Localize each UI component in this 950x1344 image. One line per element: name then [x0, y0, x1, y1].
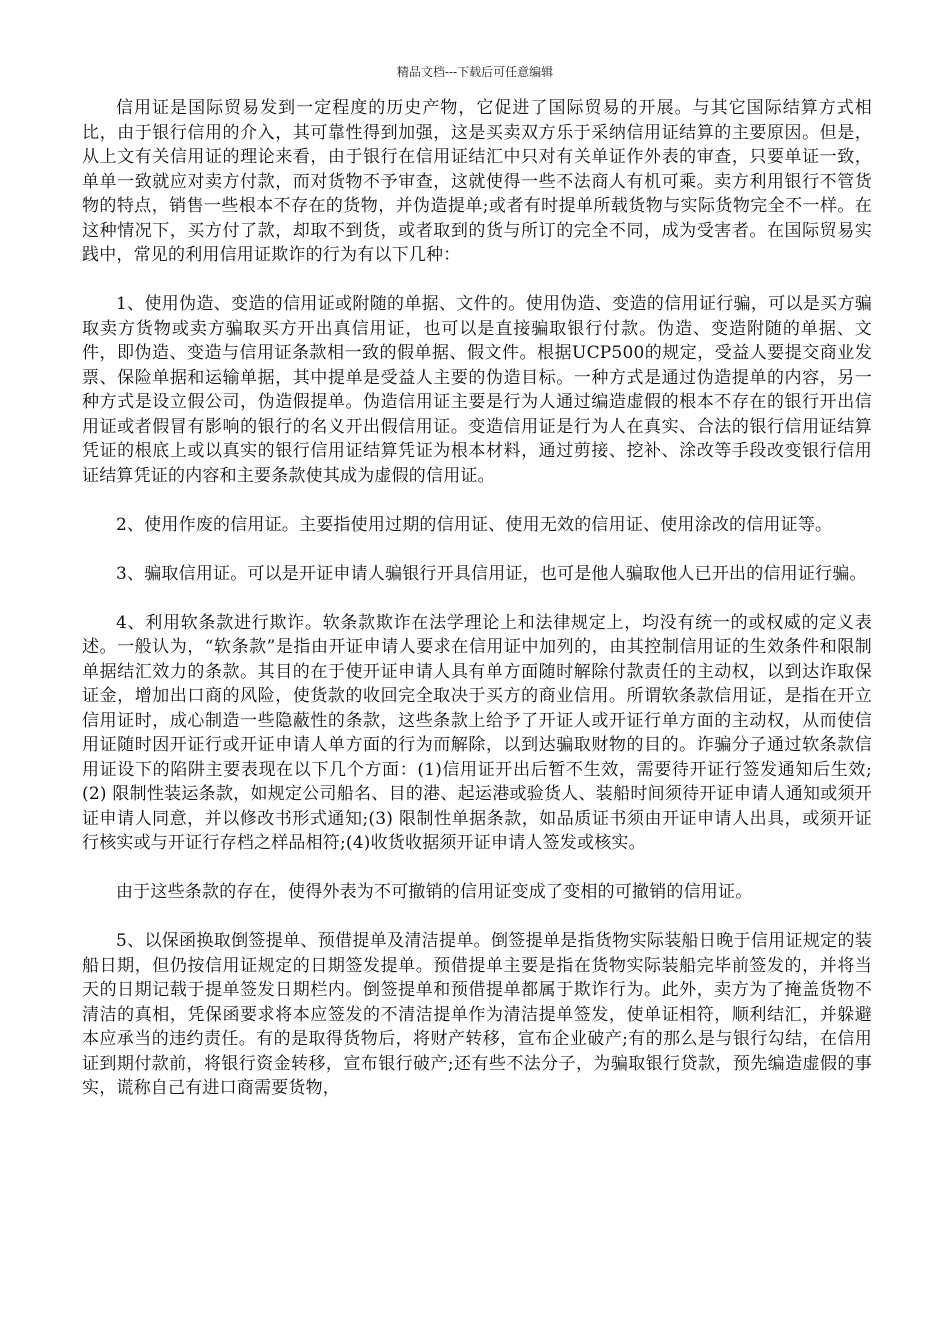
paragraph-item-3: 3、骗取信用证。可以是开证申请人骗银行开具信用证，也可是他人骗取他人已开出的信用证行骗。 [116, 563, 867, 584]
paragraph-note: 由于这些条款的存在，使得外表为不可撤销的信用证变成了变相的可撤销的信用证。 [116, 882, 753, 902]
paragraph-intro: 信用证是国际贸易发到一定程度的历史产物，它促进了国际贸易的开展。与其它国际结算方式相比，由于银行信用的介入，其可靠性得到加强，这是买卖双方乐于采纳信用证结算的主要原因。但是，从上文有关信用证的理论来看，由于银行在信用证结汇中只对有关单证作外表的审查，只要单证一致，单单一致就应对卖方付款，而对货物不予审查，这就使得一些不法商人有机可乘。卖方利用银行不管货物的特点，销售一些根本不存在的货物，并伪造提单;或者有时提单所载货物与实际货物完全不一样。在这种情况下，买方付了款，却取不到货，或者取到的货与所订的完全不同，成为受害者。在国际贸易实践中，常见的利用信用证欺诈的行为有以下几种： [82, 98, 872, 265]
paragraph-item-5: 5、以保函换取倒签提单、预借提单及清洁提单。倒签提单是指货物实际装船日晚于信用证规定的装船日期，但仍按信用证规定的日期签发提单。预借提单主要是指在货物实际装船完毕前签发的，并将当天的日期记载于提单签发日期栏内。倒签提单和预借提单都属于欺诈行为。此外，卖方为了掩盖货物不清洁的真相，凭保函要求将本应签发的不清洁提单作为清洁提单签发，使单证相符，顺利结汇，并躲避本应承当的违约责任。有的是取得货物后，将财产转移，宣布企业破产;有的那么是与银行勾结，在信用证到期付款前，将银行资金转移，宣布银行破产;还有些不法分子，为骗取银行贷款，预先编造虚假的事实，谎称自己有进口商需要货物， [82, 931, 872, 1098]
paragraph-item-1: 1、使用伪造、变造的信用证或附随的单据、文件的。使用伪造、变造的信用证行骗，可以是买方骗取卖方货物或卖方骗取买方开出真信用证，也可以是直接骗取银行付款。伪造、变造附随的单据、文件，即伪造、变造与信用证条款相一致的假单据、假文件。根据UCP500的规定，受益人要提交商业发票、保险单据和运输单据，其中提单是受益人主要的伪造目标。一种方式是通过伪造提单的内容，另一种方式是设立假公司，伪造假提单。伪造信用证主要是行为人通过编造虚假的根本不存在的银行开出信用证或者假冒有影响的银行的名义开出假信用证。变造信用证是行为人在真实、合法的银行信用证结算凭证的根底上或以真实的银行信用证结算凭证为根本材料，通过剪接、挖补、涂改等手段改变银行信用证结算凭证的内容和主要条款使其成为虚假的信用证。 [82, 294, 872, 486]
paragraph-item-2: 2、使用作废的信用证。主要指使用过期的信用证、使用无效的信用证、使用涂改的信用证等。 [116, 514, 833, 535]
document-body [82, 96, 872, 1125]
paragraph-item-4: 4、利用软条款进行欺诈。软条款欺诈在法学理论上和法律规定上，均没有统一的或权威的定义表述。一般认为，“软条款”是指由开证申请人要求在信用证中加列的，由其控制信用证的生效条件和限制单据结汇效力的条款。其目的在于使开证申请人具有单方面随时解除付款责任的主动权，以到达诈取保证金，增加出口商的风险，使货款的收回完全取决于买方的商业信用。所谓软条款信用证，是指在开立信用证时，成心制造一些隐蔽性的条款，这些条款上给予了开证人或开证行单方面的主动权，从而使信用证随时因开证行或开证申请人单方面的行为而解除，以到达骗取财物的目的。诈骗分子通过软条款信用证设下的陷阱主要表现在以下几个方面：(1)信用证开出后暂不生效，需要待开证行签发通知后生效;(2) 限制性装运条款，如规定公司船名、目的港、起运港或验货人、装船时间须待开证申请人通知或须开证申请人同意，并以修改书形式通知;(3) 限制性单据条款，如品质证书须由开证申请人出具，或须开证行核实或与开证行存档之样品相符;(4)收货收据须开证申请人签发或核实。 [82, 612, 872, 853]
page-header: 精品文档---下载后可任意编辑 [396, 65, 554, 79]
